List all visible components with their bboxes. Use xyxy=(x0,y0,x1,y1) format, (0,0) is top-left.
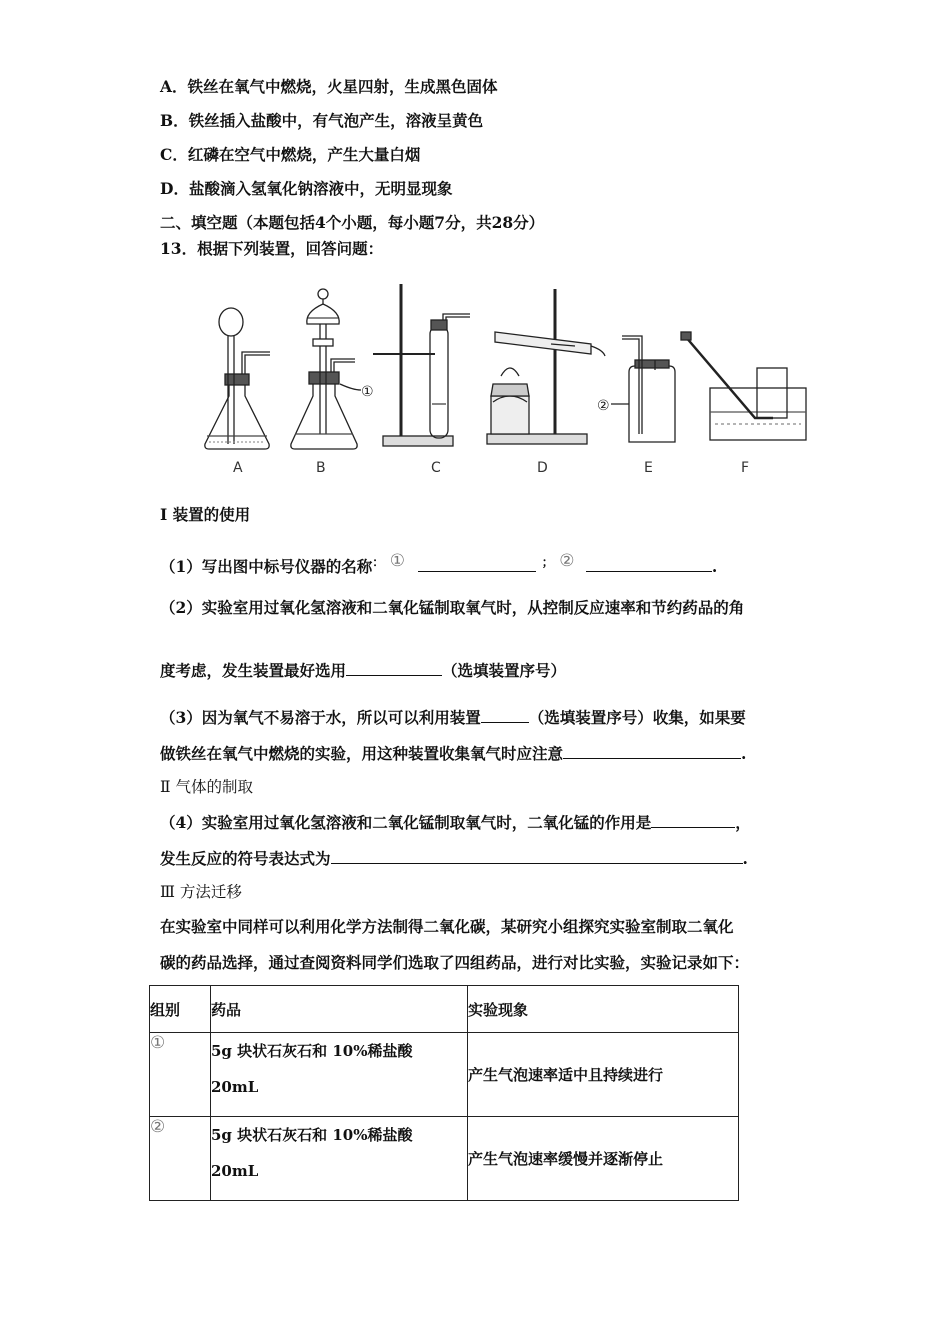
figure-label-c: C xyxy=(431,460,441,476)
question-4-line-1: （4）实验室用过氧化氢溶液和二氧化锰制取氧气时，二氧化锰的作用是 ， xyxy=(160,813,751,832)
question-2-line-1: （2）实验室用过氧化氢溶液和二氧化锰制取氧气时，从控制反应速率和节约药品的角 xyxy=(160,598,745,617)
apparatus-f xyxy=(681,332,806,440)
question-13-title: 13．根据下列装置，回答问题： xyxy=(160,239,384,258)
option-c: C．红磷在空气中燃烧，产生大量白烟 xyxy=(160,145,421,164)
question-2-line-2: 度考虑，发生装置最好选用 （选填装置序号） xyxy=(160,661,567,680)
table-row xyxy=(150,1117,739,1201)
svg-text:①: ① xyxy=(361,384,374,400)
apparatus-d xyxy=(487,289,605,444)
figure-label-b: B xyxy=(316,460,326,476)
apparatus-figure xyxy=(195,284,825,484)
figure-label-d: D xyxy=(537,460,548,476)
apparatus-a xyxy=(205,308,270,449)
figure-label-a: A xyxy=(233,460,243,476)
intro-line-1: 在实验室中同样可以利用化学方法制得二氧化碳，某研究小组探究实验室制取二氧化 xyxy=(160,917,734,936)
intro-line-2: 碳的药品选择，通过查阅资料同学们选取了四组药品，进行对比实验，实验记录如下： xyxy=(160,953,750,972)
drug-cell: 5g 块状石灰石和 10%稀盐酸 20mL xyxy=(211,1117,468,1201)
figure-label-e: E xyxy=(644,460,653,476)
option-d: D．盐酸滴入氢氧化钠溶液中，无明显现象 xyxy=(160,179,453,198)
apparatus-e xyxy=(597,336,675,442)
question-3-line-1: （3）因为氧气不易溶于水，所以可以利用装置 （选填装置序号）收集，如果要 xyxy=(160,708,746,727)
table-header: 实验现象 xyxy=(468,986,739,1033)
section-title: 二、填空题（本题包括4个小题，每小题7分，共28分） xyxy=(160,213,545,232)
apparatus-b xyxy=(291,289,374,449)
experiment-record-table xyxy=(149,985,739,1201)
question-1: （1）写出图中标号仪器的名称： ① ； ② . xyxy=(160,551,718,577)
answer-blank-2[interactable] xyxy=(586,555,712,572)
answer-blank-6[interactable] xyxy=(651,811,735,828)
option-b: B．铁丝插入盐酸中，有气泡产生，溶液呈黄色 xyxy=(160,111,484,130)
question-3-line-2: 做铁丝在氧气中燃烧的实验，用这种装置收集氧气时应注意 . xyxy=(160,744,747,763)
svg-text:②: ② xyxy=(597,398,610,414)
part-2-title: Ⅱ 气体的制取 xyxy=(160,778,253,796)
group-cell: ① xyxy=(150,1033,211,1117)
answer-blank-3[interactable] xyxy=(346,659,442,676)
drug-cell: 5g 块状石灰石和 10%稀盐酸 20mL xyxy=(211,1033,468,1117)
answer-blank-5[interactable] xyxy=(563,742,741,759)
answer-blank-1[interactable] xyxy=(418,555,536,572)
table-header: 组别 xyxy=(150,986,211,1033)
phenomenon-cell: 产生气泡速率缓慢并逐渐停止 xyxy=(468,1117,739,1201)
apparatus-c xyxy=(373,284,470,446)
answer-blank-7[interactable] xyxy=(331,847,743,864)
part-3-title: Ⅲ 方法迁移 xyxy=(160,883,242,901)
phenomenon-cell: 产生气泡速率适中且持续进行 xyxy=(468,1033,739,1117)
group-cell: ② xyxy=(150,1117,211,1201)
table-row xyxy=(150,1033,739,1117)
option-a: A．铁丝在氧气中燃烧，火星四射，生成黑色固体 xyxy=(160,77,498,96)
table-header-row xyxy=(150,986,739,1033)
question-4-line-2: 发生反应的符号表达式为 . xyxy=(160,849,748,868)
figure-label-f: F xyxy=(741,460,750,476)
table-header: 药品 xyxy=(211,986,468,1033)
part-1-title: Ⅰ 装置的使用 xyxy=(160,505,251,524)
answer-blank-4[interactable] xyxy=(481,706,529,723)
